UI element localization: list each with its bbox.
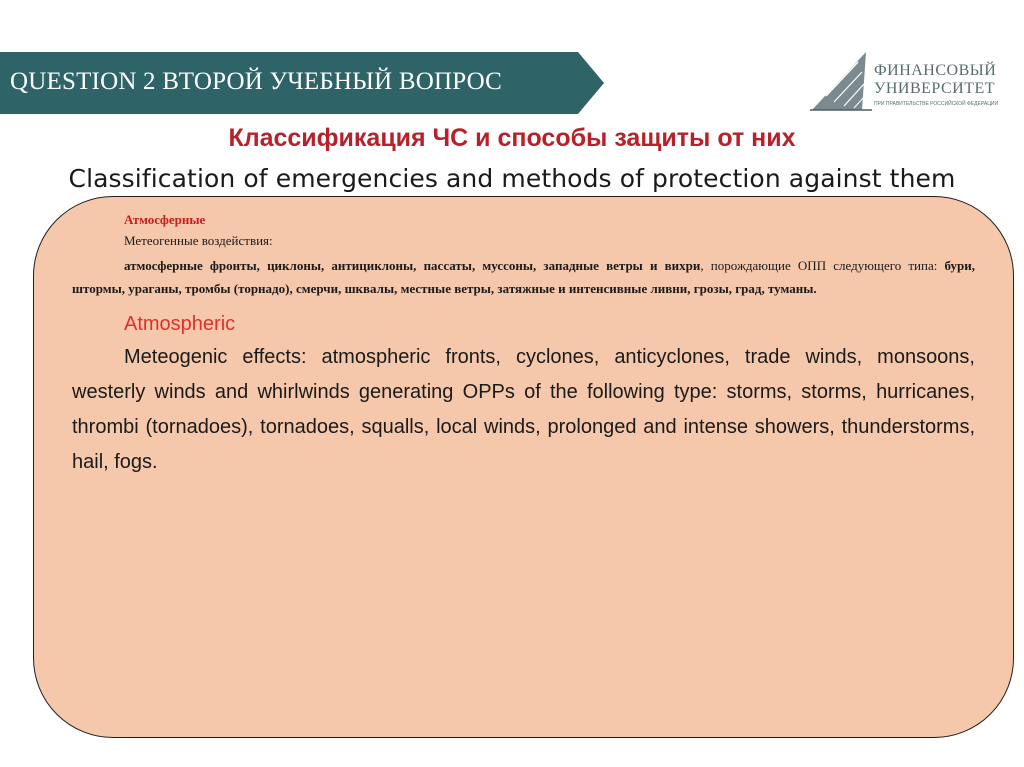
- logo-text-line1: ФИНАНСОВЫЙ: [874, 62, 997, 79]
- banner-text: QUESTION 2 ВТОРОЙ УЧЕБНЫЙ ВОПРОС: [10, 68, 503, 95]
- ru-paragraph: [72, 254, 975, 300]
- slide-title-en: Classification of emergencies and methods of protection against them: [68, 164, 956, 193]
- university-logo-icon: [808, 48, 874, 114]
- ru-subheading: Метеогенные воздействия:: [124, 233, 273, 248]
- ru-text-1: , порождающие ОПП следующего типа:: [700, 258, 945, 273]
- panel-content: [72, 210, 975, 480]
- ru-heading: Атмосферные: [124, 212, 206, 227]
- logo-text-line3: ПРИ ПРАВИТЕЛЬСТВЕ РОССИЙСКОЙ ФЕДЕРАЦИИ: [874, 101, 999, 107]
- university-logo: [808, 48, 1008, 114]
- ru-bold-phrase-1: атмосферные фронты, циклоны, антициклоны, пассаты, муссоны, западные ветры и вихри: [124, 258, 701, 273]
- slide-title-ru: Классификация ЧС и способы защиты от них: [228, 124, 796, 152]
- question-banner: [0, 52, 604, 114]
- logo-text-line2: УНИВЕРСИТЕТ: [874, 80, 996, 97]
- en-heading: Atmospheric: [124, 313, 236, 335]
- en-paragraph: Meteogenic effects: atmospheric fronts, cyclones, anticyclones, trade winds, monsoons, westerly winds and whirlwinds generating OPPs of the following type: storms, storms, hurricanes, thrombi (tornadoes), tornadoes, squalls, local winds, prolonged and intense showers, thunderstorms, hail, fogs.: [72, 346, 975, 473]
- ru-bold-phrase-2: бури, штормы, ураганы, тромбы (торнадо), смерчи, шквалы, местные ветры, затяжные и интенсивные ливни, грозы, град, туманы.: [72, 258, 976, 296]
